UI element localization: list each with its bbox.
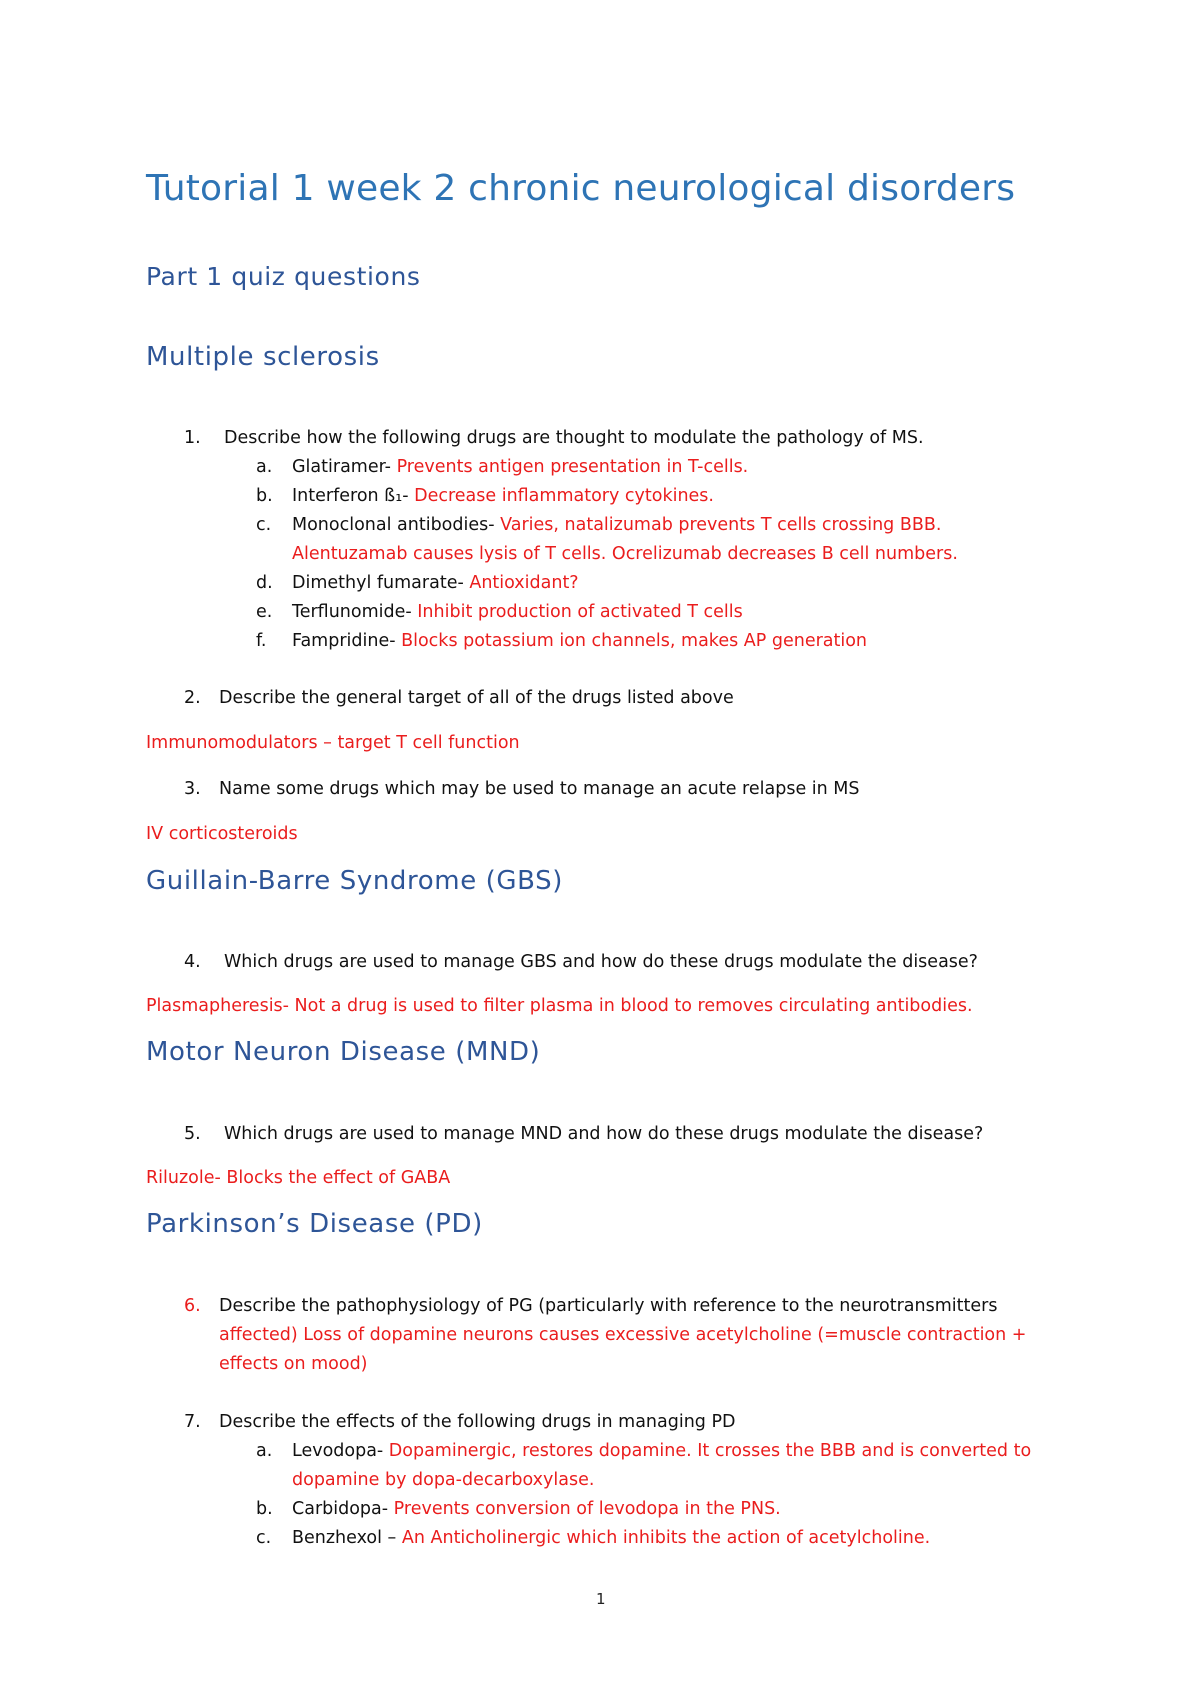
list-letter: a. — [256, 457, 273, 477]
list-letter: a. — [256, 1441, 273, 1461]
question-text: Which drugs are used to manage GBS and how do these drugs modulate the disease? — [224, 952, 978, 972]
answer-text: Blocks potassium ion channels, makes AP generation — [401, 631, 868, 651]
list-letter: d. — [256, 573, 273, 593]
list-letter: c. — [256, 515, 272, 535]
answer-text: IV corticosteroids — [146, 824, 298, 844]
answer-text: Inhibit production of activated T cells — [417, 602, 743, 622]
question-text: Name some drugs which may be used to manage an acute relapse in MS — [219, 779, 860, 799]
answer-text: Dopaminergic, restores dopamine. It crosses the BBB and is converted to — [388, 1441, 1032, 1461]
question-text: Describe the effects of the following drugs in managing PD — [219, 1412, 736, 1432]
section-heading-pd: Parkinson’s Disease (PD) — [146, 1209, 483, 1239]
drug-name: Monoclonal antibodies- — [292, 515, 501, 535]
question-number: 7. — [184, 1412, 201, 1432]
list-item — [292, 511, 941, 540]
drug-name: Fampridine- — [292, 631, 402, 651]
list-letter: b. — [256, 486, 273, 506]
list-letter: e. — [256, 602, 273, 622]
question-text: Which drugs are used to manage MND and how do these drugs modulate the disease? — [224, 1124, 984, 1144]
answer-text: Decrease inflammatory cytokines. — [414, 486, 714, 506]
list-item — [292, 627, 867, 656]
question-number: 1. — [184, 428, 201, 448]
list-letter: f. — [256, 631, 267, 651]
section-heading-ms: Multiple sclerosis — [146, 342, 380, 372]
answer-text-continued: effects on mood) — [219, 1354, 368, 1374]
drug-name: Terflunomide- — [292, 602, 418, 622]
answer-text: Plasmapheresis- Not a drug is used to filter plasma in blood to removes circulating antibodies. — [146, 996, 973, 1016]
answer-text: affected) Loss of dopamine neurons causes excessive acetylcholine (=muscle contraction + — [219, 1325, 1027, 1345]
answer-text: Prevents antigen presentation in T-cells. — [396, 457, 749, 477]
question-text: Describe the general target of all of the drugs listed above — [219, 688, 734, 708]
drug-name: Interferon ß₁- — [292, 486, 415, 506]
answer-text: Varies, natalizumab prevents T cells crossing BBB. — [500, 515, 942, 535]
answer-text: An Anticholinergic which inhibits the action of acetylcholine. — [401, 1528, 931, 1548]
answer-text: Antioxidant? — [469, 573, 579, 593]
section-heading-mnd: Motor Neuron Disease (MND) — [146, 1037, 541, 1067]
list-item — [292, 482, 714, 511]
question-number: 3. — [184, 779, 201, 799]
list-letter: c. — [256, 1528, 272, 1548]
answer-text-continued: Alentuzamab causes lysis of T cells. Ocrelizumab decreases B cell numbers. — [292, 544, 958, 564]
drug-name: Glatiramer- — [292, 457, 397, 477]
list-item — [292, 1437, 1031, 1466]
question-number: 4. — [184, 952, 201, 972]
document-title: Tutorial 1 week 2 chronic neurological disorders — [146, 168, 1016, 209]
question-text: Describe the pathophysiology of PG (particularly with reference to the neurotransmitters — [219, 1296, 998, 1316]
list-item — [292, 1495, 781, 1524]
question-number: 2. — [184, 688, 201, 708]
answer-text: Riluzole- Blocks the effect of GABA — [146, 1168, 451, 1188]
list-item — [292, 598, 743, 627]
part-heading: Part 1 quiz questions — [146, 262, 421, 291]
list-item — [292, 569, 579, 598]
list-item — [292, 1524, 930, 1553]
page-number: 1 — [596, 1590, 606, 1608]
list-letter: b. — [256, 1499, 273, 1519]
answer-text: Prevents conversion of levodopa in the PNS. — [393, 1499, 781, 1519]
drug-name: Dimethyl fumarate- — [292, 573, 470, 593]
section-heading-gbs: Guillain-Barre Syndrome (GBS) — [146, 866, 563, 896]
drug-name: Carbidopa- — [292, 1499, 394, 1519]
answer-text-continued: dopamine by dopa-decarboxylase. — [292, 1470, 595, 1490]
drug-name: Benzhexol – — [292, 1528, 402, 1548]
drug-name: Levodopa- — [292, 1441, 389, 1461]
answer-text: Immunomodulators – target T cell function — [146, 733, 520, 753]
question-text: Describe how the following drugs are thought to modulate the pathology of MS. — [224, 428, 924, 448]
question-number: 6. — [184, 1296, 201, 1316]
list-item — [292, 453, 748, 482]
question-number: 5. — [184, 1124, 201, 1144]
